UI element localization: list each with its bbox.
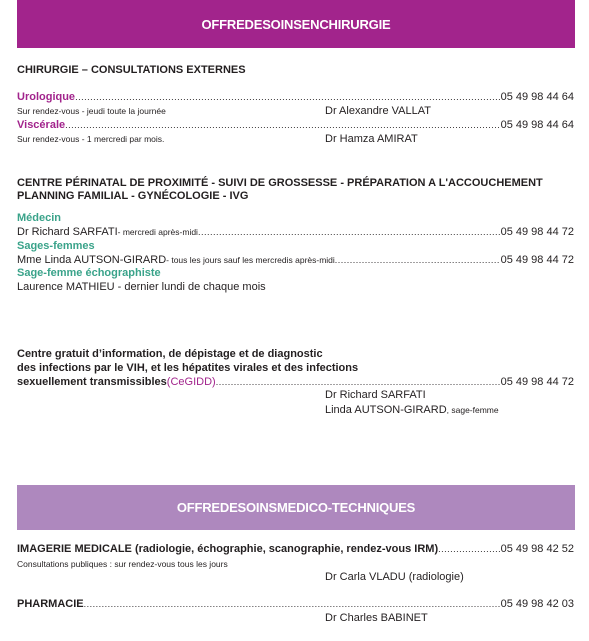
urologie-phone: 05 49 98 44 64 [500, 91, 574, 103]
medecin-label: Médecin [17, 212, 62, 224]
pharmacie-phone: 05 49 98 42 03 [500, 598, 574, 610]
leader-dots [438, 543, 499, 556]
urologie-label: Urologique [17, 91, 76, 103]
pharmacie-doctor: Dr Charles BABINET [325, 612, 428, 624]
urologie-doctor: Dr Alexandre VALLAT [325, 105, 431, 117]
sage-femme-phone: 05 49 98 44 72 [500, 254, 574, 266]
leader-dots [335, 254, 500, 267]
leader-dots [75, 91, 500, 104]
cegidd-sage-femme-name: Linda AUTSON-GIRARD [325, 404, 447, 416]
viscerale-label: Viscérale [17, 119, 66, 131]
viscerale-note: Sur rendez-vous - 1 mercredi par mois. [17, 134, 165, 144]
leader-dots [84, 598, 500, 611]
sages-femmes-row [17, 254, 574, 267]
pharmacie-row [17, 598, 574, 611]
imagerie-label: IMAGERIE MEDICALE (radiologie, échographie, scanographie, rendez-vous IRM) [17, 543, 439, 555]
cegidd-sage-femme-role: , sage-femme [446, 405, 499, 415]
sage-femme-note: - tous les jours sauf les mercredis après-midi [166, 255, 335, 265]
pharmacie-label: PHARMACIE [17, 598, 84, 610]
medecin-name: Dr Richard SARFATI [17, 226, 118, 238]
leader-dots [198, 226, 500, 239]
medecin-row [17, 226, 574, 239]
imagerie-doctor: Dr Carla VLADU (radiologie) [325, 571, 464, 583]
cegidd-doctor: Dr Richard SARFATI [325, 389, 426, 401]
cegidd-line2: des infections par le VIH, et les hépatites virales et des infections [17, 362, 359, 374]
urologie-row [17, 91, 574, 104]
sages-femmes-label: Sages-femmes [17, 240, 95, 252]
viscerale-phone: 05 49 98 44 64 [500, 119, 574, 131]
perinatal-title-line1: CENTRE PÉRINATAL DE PROXIMITÉ - SUIVI DE GROSSESSE - PRÉPARATION A L'ACCOUCHEMENT [17, 177, 543, 189]
sage-femme-name: Mme Linda AUTSON-GIRARD [17, 254, 167, 266]
medicotech-banner [17, 485, 575, 530]
echographiste-text: Laurence MATHIEU - dernier lundi de chaque mois [17, 281, 266, 293]
chirurgie-section-title: CHIRURGIE – CONSULTATIONS EXTERNES [17, 64, 246, 76]
imagerie-row [17, 543, 574, 556]
medecin-phone: 05 49 98 44 72 [500, 226, 574, 238]
echographiste-label: Sage-femme échographiste [17, 267, 161, 279]
cegidd-line3: sexuellement transmissibles [17, 376, 167, 388]
chirurgie-banner [17, 0, 575, 48]
cegidd-row [17, 376, 574, 389]
imagerie-phone: 05 49 98 42 52 [500, 543, 574, 555]
cegidd-phone: 05 49 98 44 72 [500, 376, 574, 388]
perinatal-title-line2: PLANNING FAMILIAL - GYNÉCOLOGIE - IVG [17, 190, 249, 202]
imagerie-note: Consultations publiques : sur rendez-vous tous les jours [17, 559, 228, 569]
viscerale-doctor: Dr Hamza AMIRAT [325, 133, 418, 145]
chirurgie-banner-title: OFFREDESOINSENCHIRURGIE [201, 16, 391, 32]
viscerale-row [17, 119, 574, 132]
cegidd-abbr: (CeGIDD) [166, 376, 216, 388]
medecin-note: - mercredi après-midi [117, 227, 198, 237]
medicotech-banner-title: OFFREDESOINSMEDICO-TECHNIQUES [176, 500, 416, 515]
cegidd-sage-femme [325, 404, 499, 417]
urologie-note: Sur rendez-vous - jeudi toute la journée [17, 106, 166, 116]
leader-dots [65, 119, 499, 132]
leader-dots [216, 376, 500, 389]
cegidd-line1: Centre gratuit d’information, de dépistage et de diagnostic [17, 348, 323, 360]
